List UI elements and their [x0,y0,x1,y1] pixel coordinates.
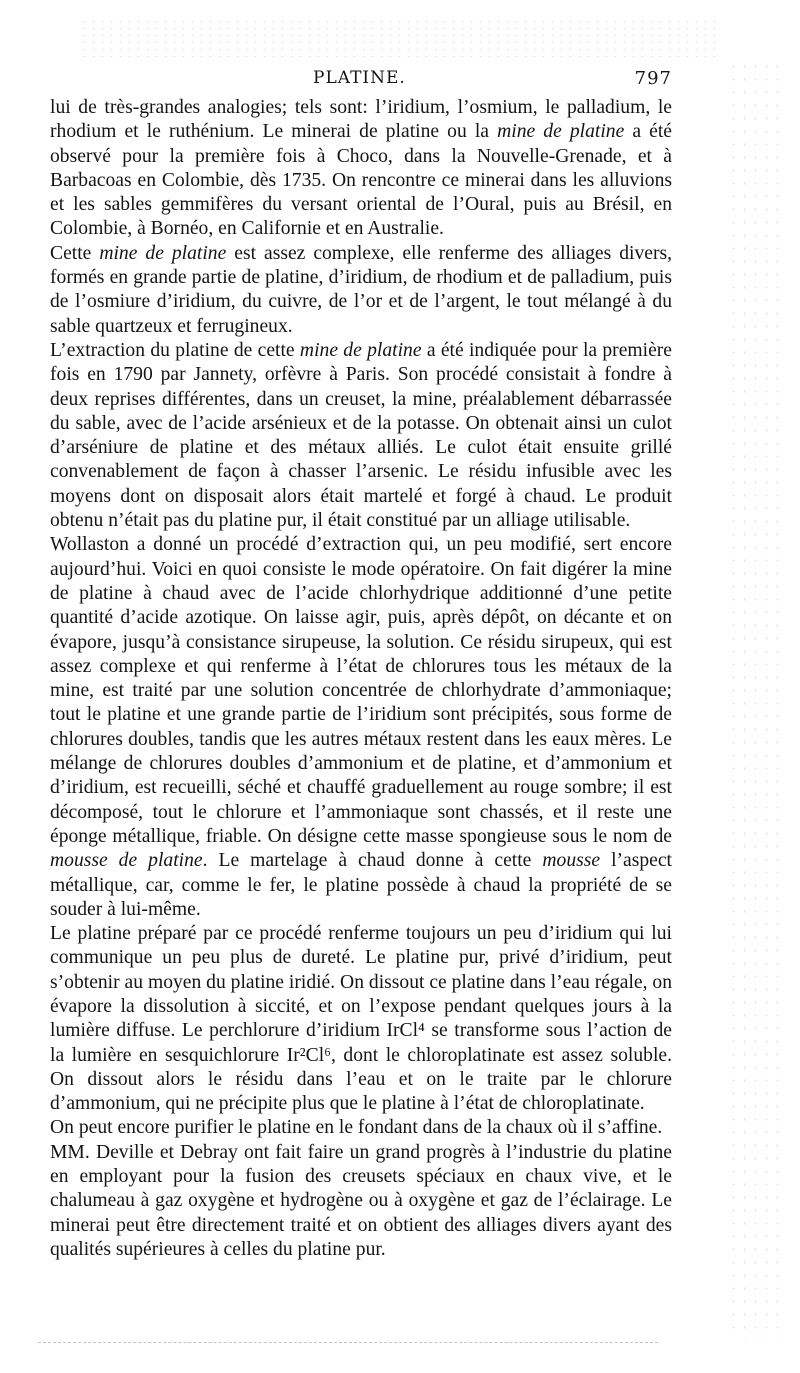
emphasis: mousse [542,850,601,872]
emphasis: mine de platine [99,242,227,264]
page-number: 797 [634,68,672,89]
emphasis: mine de platine [299,339,422,361]
paragraph-1: lui de très-grandes analogies; tels sont: l’iridium, l’osmium, le palladium, le rhodium et le ruthénium. Le minerai de platine ou la mine de platine a été observé pour la première fois à Choco, dans la Nouvelle-Grenade, et à Barbacoas en Colombie, dès 1735. On rencontre ce minerai dans les alluvions et les sables gemmifères du versant oriental de l’Oural, puis au Brésil, en Colombie, à Bornéo, en Californie et en Australie. [50,97,672,240]
paragraph-2: Cette mine de platine est assez complexe, elle renferme des alliages divers, formés en grande partie de platine, d’iridium, de rhodium et de palladium, puis de l’osmiure d’iridium, du cuivre, de l’or et de l’argent, le tout mélangé à du sable quartzeux et ferrugineux. [50,242,672,337]
paragraph-5: Le platine préparé par ce procédé renferme toujours un peu d’iridium qui lui communique un peu plus de dureté. Le platine pur, privé d’iridium, peut s’obtenir au moyen du platine iridié. On dissout ce platine dans l’eau régale, on évapore la dissolution à siccité, et on l’expose pendant quelques jours à la lumière diffuse. Le perchlorure d’iridium IrCl⁴ se transforme sous l’action de la lumière en sesquichlorure Ir²Cl⁶, dont le chloroplatinate est assez soluble. On dissout alors le résidu dans l’eau et on le traite par le chlorure d’ammonium, qui ne précipite plus que le platine à l’état de chloroplatinate. [50,923,672,1115]
page-header [50,68,672,96]
running-title: PLATINE. [313,68,406,88]
body-text [50,96,672,1262]
emphasis: mine de platine [497,121,625,143]
paragraph-4: Wollaston a donné un procédé d’extraction qui, un peu modifié, sert encore aujourd’hui. Voici en quoi consiste le mode opératoire. On fait digérer la mine de platine à chaud avec de l’acide chlorhydrique additionné d’une petite quantité d’acide azotique. On laisse agir, puis, après dépôt, on décante et on évapore, jusqu’à consistance sirupeuse, la solution. Ce résidu sirupeux, qui est assez complexe et qui renferme à l’état de chlorures tous les métaux de la mine, est traité par une solution concentrée de chlorhydrate d’ammoniaque; tout le platine et une grande partie de l’iridium sont précipités, sous forme de chlorures doubles, tandis que les autres métaux restent dans les eaux mères. Le mélange de chlorures doubles d’ammonium et de platine, et d’ammonium et d’iridium, est recueilli, séché et chauffé graduellement au rouge sombre; il est décomposé, tout le chlorure et l’ammoniaque sont chassés, et il reste une éponge métallique, friable. On désigne cette masse spongieuse sous le nom de mousse de platine. Le martelage à chaud donne à cette mousse l’aspect métallique, car, comme le fer, le platine possède à chaud la propriété de se souder à lui-même. [50,534,672,920]
paragraph-3: L’extraction du platine de cette mine de platine a été indiquée pour la première fois en 1790 par Jannety, orfèvre à Paris. Son procédé consistait à fondre à deux reprises différentes, dans un creuset, la mine, préalablement débarrassée du sable, avec de l’acide arsénieux et de la potasse. On obtenait ainsi un culot d’arséniure de platine et des métaux alliés. Le culot était ensuite grillé convenablement de façon à chasser l’arsenic. Le résidu infusible avec les moyens dont on disposait alors était martelé et forgé à chaud. Le produit obtenu n’était pas du platine pur, il était constitué par un alliage utilisable. [50,339,673,532]
scan-noise-top [80,18,720,58]
document-page [50,68,672,1262]
paragraph-6: On peut encore purifier le platine en le fondant dans de la chaux où il s’affine. [50,1117,663,1139]
emphasis: mousse de platine [50,850,203,872]
bottom-rule [38,1342,658,1343]
scan-noise-margin [728,60,788,1340]
paragraph-7: MM. Deville et Debray ont fait faire un grand progrès à l’industrie du platine en employant pour la fusion des creusets spéciaux en chaux vive, et le chalumeau à gaz oxygène et hydrogène ou à oxygène et gaz de l’éclairage. Le minerai peut être directement traité et on obtient des alliages divers ayant des qualités supérieures à celles du platine pur. [50,1141,672,1260]
